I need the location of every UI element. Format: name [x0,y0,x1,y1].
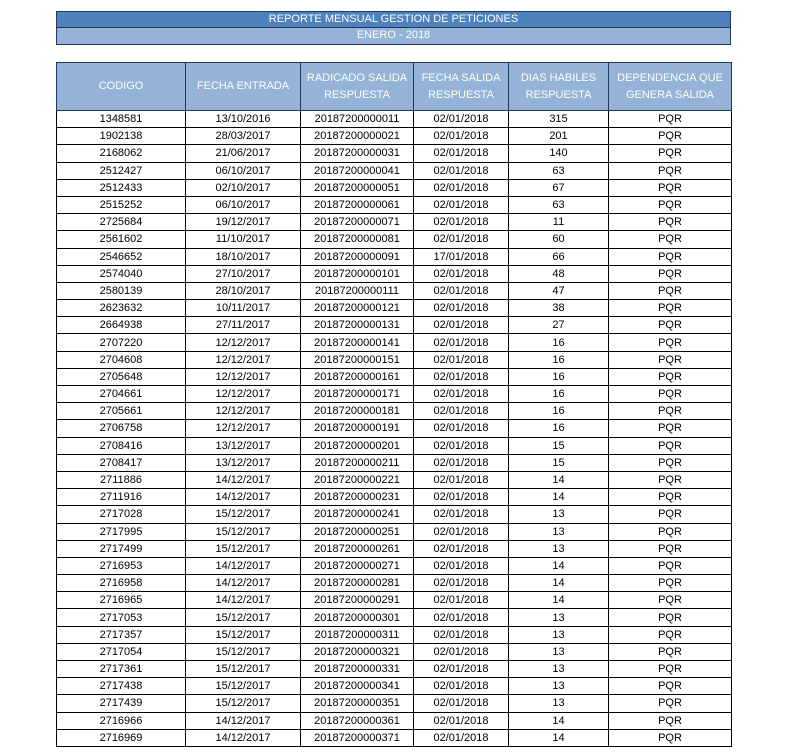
cell-radicado-salida: 20187200000201 [301,437,414,454]
cell-dependencia: PQR [609,145,732,162]
cell-codigo: 2515252 [57,196,186,213]
cell-radicado-salida: 20187200000361 [301,712,414,729]
table-row [57,128,732,145]
cell-radicado-salida: 20187200000261 [301,540,414,557]
table-row [57,368,732,385]
cell-codigo: 2706758 [57,420,186,437]
cell-radicado-salida: 20187200000341 [301,678,414,695]
peticiones-table [56,62,732,747]
table-row [57,729,732,746]
cell-codigo: 2512433 [57,179,186,196]
table-row [57,265,732,282]
cell-fecha-entrada: 12/12/2017 [186,351,301,368]
cell-fecha-entrada: 15/12/2017 [186,609,301,626]
cell-dias-habiles: 16 [509,368,609,385]
header-fecha-salida-line2: RESPUESTA [428,88,494,101]
cell-dias-habiles: 63 [509,196,609,213]
cell-radicado-salida: 20187200000281 [301,575,414,592]
cell-codigo: 2717053 [57,609,186,626]
cell-radicado-salida: 20187200000081 [301,231,414,248]
cell-dependencia: PQR [609,231,732,248]
cell-codigo: 2574040 [57,265,186,282]
cell-radicado-salida: 20187200000171 [301,386,414,403]
table-row [57,540,732,557]
cell-codigo: 2716958 [57,575,186,592]
cell-codigo: 2623632 [57,300,186,317]
cell-radicado-salida: 20187200000031 [301,145,414,162]
cell-codigo: 1348581 [57,111,186,128]
cell-dependencia: PQR [609,196,732,213]
cell-radicado-salida: 20187200000331 [301,661,414,678]
cell-fecha-salida: 02/01/2018 [414,626,509,643]
cell-radicado-salida: 20187200000011 [301,111,414,128]
cell-dias-habiles: 16 [509,386,609,403]
cell-radicado-salida: 20187200000051 [301,179,414,196]
cell-codigo: 2716965 [57,592,186,609]
cell-fecha-entrada: 27/10/2017 [186,265,301,282]
cell-dependencia: PQR [609,712,732,729]
cell-radicado-salida: 20187200000191 [301,420,414,437]
cell-dias-habiles: 14 [509,712,609,729]
cell-dias-habiles: 27 [509,317,609,334]
cell-dias-habiles: 13 [509,695,609,712]
cell-codigo: 2512427 [57,162,186,179]
cell-fecha-salida: 02/01/2018 [414,196,509,213]
cell-dias-habiles: 16 [509,420,609,437]
table-row [57,334,732,351]
cell-dias-habiles: 13 [509,678,609,695]
cell-codigo: 2708416 [57,437,186,454]
cell-fecha-entrada: 06/10/2017 [186,162,301,179]
cell-fecha-salida: 02/01/2018 [414,145,509,162]
cell-fecha-entrada: 11/10/2017 [186,231,301,248]
cell-radicado-salida: 20187200000071 [301,214,414,231]
cell-dias-habiles: 14 [509,575,609,592]
table-row [57,678,732,695]
cell-dependencia: PQR [609,609,732,626]
cell-fecha-entrada: 14/12/2017 [186,557,301,574]
table-row [57,111,732,128]
table-row [57,489,732,506]
cell-fecha-entrada: 14/12/2017 [186,575,301,592]
header-fecha-entrada-line1: FECHA ENTRADA [196,80,290,92]
cell-radicado-salida: 20187200000301 [301,609,414,626]
cell-fecha-salida: 02/01/2018 [414,368,509,385]
table-row [57,214,732,231]
cell-fecha-entrada: 28/03/2017 [186,128,301,145]
cell-radicado-salida: 20187200000251 [301,523,414,540]
cell-dias-habiles: 11 [509,214,609,231]
cell-dias-habiles: 13 [509,661,609,678]
table-row [57,420,732,437]
header-dependencia-line2: GENERA SALIDA [625,88,715,101]
cell-dias-habiles: 15 [509,437,609,454]
cell-radicado-salida: 20187200000111 [301,282,414,299]
table-row [57,145,732,162]
cell-dias-habiles: 47 [509,282,609,299]
cell-dias-habiles: 13 [509,626,609,643]
cell-fecha-entrada: 28/10/2017 [186,282,301,299]
header-dependencia-line1: DEPENDENCIA QUE [617,71,723,84]
cell-codigo: 2580139 [57,282,186,299]
cell-codigo: 2716966 [57,712,186,729]
cell-fecha-salida: 02/01/2018 [414,643,509,660]
cell-dias-habiles: 66 [509,248,609,265]
cell-codigo: 2707220 [57,334,186,351]
cell-fecha-salida: 02/01/2018 [414,334,509,351]
cell-radicado-salida: 20187200000321 [301,643,414,660]
cell-fecha-salida: 02/01/2018 [414,489,509,506]
cell-fecha-salida: 02/01/2018 [414,695,509,712]
cell-fecha-salida: 02/01/2018 [414,317,509,334]
cell-dependencia: PQR [609,403,732,420]
cell-fecha-salida: 02/01/2018 [414,386,509,403]
table-row [57,403,732,420]
cell-fecha-entrada: 19/12/2017 [186,214,301,231]
cell-fecha-salida: 02/01/2018 [414,265,509,282]
cell-codigo: 2711916 [57,489,186,506]
cell-fecha-salida: 02/01/2018 [414,712,509,729]
table-row [57,282,732,299]
cell-fecha-salida: 02/01/2018 [414,162,509,179]
cell-fecha-salida: 02/01/2018 [414,575,509,592]
table-body [57,111,732,747]
table-row [57,695,732,712]
cell-codigo: 2705648 [57,368,186,385]
cell-fecha-salida: 02/01/2018 [414,661,509,678]
cell-codigo: 2725684 [57,214,186,231]
table-row [57,162,732,179]
header-radicado-line2: RESPUESTA [324,88,390,101]
table-row [57,248,732,265]
cell-dependencia: PQR [609,368,732,385]
header-radicado-line1: RADICADO SALIDA [306,71,408,84]
cell-codigo: 2717357 [57,626,186,643]
cell-fecha-entrada: 12/12/2017 [186,420,301,437]
cell-fecha-salida: 02/01/2018 [414,403,509,420]
table-row [57,179,732,196]
cell-radicado-salida: 20187200000161 [301,368,414,385]
cell-radicado-salida: 20187200000221 [301,471,414,488]
report-title: REPORTE MENSUAL GESTION DE PETICIONES [56,11,731,28]
table-row [57,643,732,660]
table-row [57,196,732,213]
cell-dias-habiles: 15 [509,454,609,471]
cell-radicado-salida: 20187200000241 [301,506,414,523]
header-dias-line2: RESPUESTA [525,88,592,101]
cell-dias-habiles: 60 [509,231,609,248]
cell-fecha-entrada: 13/12/2017 [186,437,301,454]
cell-fecha-entrada: 14/12/2017 [186,471,301,488]
cell-fecha-salida: 02/01/2018 [414,557,509,574]
cell-radicado-salida: 20187200000231 [301,489,414,506]
cell-dependencia: PQR [609,128,732,145]
cell-dependencia: PQR [609,695,732,712]
table-row [57,523,732,540]
cell-fecha-salida: 02/01/2018 [414,454,509,471]
cell-fecha-entrada: 15/12/2017 [186,506,301,523]
cell-radicado-salida: 20187200000351 [301,695,414,712]
cell-fecha-salida: 02/01/2018 [414,214,509,231]
cell-fecha-entrada: 15/12/2017 [186,540,301,557]
table-row [57,317,732,334]
cell-radicado-salida: 20187200000061 [301,196,414,213]
cell-dependencia: PQR [609,179,732,196]
cell-codigo: 2561602 [57,231,186,248]
cell-dias-habiles: 13 [509,643,609,660]
table-row [57,437,732,454]
table-row [57,300,732,317]
table-row [57,712,732,729]
cell-dependencia: PQR [609,540,732,557]
cell-dias-habiles: 14 [509,557,609,574]
cell-radicado-salida: 20187200000041 [301,162,414,179]
cell-dependencia: PQR [609,248,732,265]
cell-fecha-salida: 02/01/2018 [414,506,509,523]
cell-dependencia: PQR [609,592,732,609]
cell-dependencia: PQR [609,523,732,540]
cell-fecha-entrada: 14/12/2017 [186,592,301,609]
cell-fecha-salida: 02/01/2018 [414,729,509,746]
cell-dependencia: PQR [609,506,732,523]
cell-radicado-salida: 20187200000101 [301,265,414,282]
cell-fecha-salida: 02/01/2018 [414,420,509,437]
cell-codigo: 2717995 [57,523,186,540]
cell-radicado-salida: 20187200000021 [301,128,414,145]
header-dependencia [609,63,732,111]
cell-dias-habiles: 14 [509,729,609,746]
cell-fecha-salida: 02/01/2018 [414,592,509,609]
cell-fecha-entrada: 15/12/2017 [186,661,301,678]
cell-radicado-salida: 20187200000181 [301,403,414,420]
cell-fecha-entrada: 15/12/2017 [186,523,301,540]
table-row [57,231,732,248]
cell-codigo: 2717054 [57,643,186,660]
cell-fecha-salida: 02/01/2018 [414,609,509,626]
cell-dependencia: PQR [609,661,732,678]
cell-fecha-entrada: 15/12/2017 [186,695,301,712]
cell-codigo: 2717361 [57,661,186,678]
table-row [57,454,732,471]
cell-fecha-entrada: 27/11/2017 [186,317,301,334]
cell-radicado-salida: 20187200000131 [301,317,414,334]
cell-radicado-salida: 20187200000121 [301,300,414,317]
cell-fecha-salida: 02/01/2018 [414,231,509,248]
cell-codigo: 2705661 [57,403,186,420]
header-fecha-entrada [186,63,301,111]
cell-radicado-salida: 20187200000311 [301,626,414,643]
cell-dependencia: PQR [609,334,732,351]
cell-fecha-salida: 02/01/2018 [414,471,509,488]
cell-fecha-entrada: 13/10/2016 [186,111,301,128]
cell-fecha-entrada: 12/12/2017 [186,368,301,385]
cell-fecha-salida: 02/01/2018 [414,523,509,540]
cell-fecha-entrada: 10/11/2017 [186,300,301,317]
cell-codigo: 1902138 [57,128,186,145]
cell-codigo: 2546652 [57,248,186,265]
cell-dependencia: PQR [609,162,732,179]
cell-fecha-salida: 02/01/2018 [414,282,509,299]
table-row [57,506,732,523]
cell-dias-habiles: 16 [509,403,609,420]
cell-fecha-entrada: 12/12/2017 [186,403,301,420]
cell-fecha-entrada: 02/10/2017 [186,179,301,196]
cell-fecha-salida: 02/01/2018 [414,179,509,196]
cell-dependencia: PQR [609,282,732,299]
cell-fecha-salida: 02/01/2018 [414,128,509,145]
cell-codigo: 2717028 [57,506,186,523]
cell-codigo: 2717438 [57,678,186,695]
header-fecha-salida-line1: FECHA SALIDA [421,71,501,84]
table-row [57,557,732,574]
cell-dependencia: PQR [609,214,732,231]
cell-dias-habiles: 63 [509,162,609,179]
cell-dias-habiles: 16 [509,351,609,368]
cell-radicado-salida: 20187200000091 [301,248,414,265]
cell-fecha-entrada: 12/12/2017 [186,334,301,351]
cell-codigo: 2716953 [57,557,186,574]
cell-radicado-salida: 20187200000291 [301,592,414,609]
cell-codigo: 2704661 [57,386,186,403]
cell-dias-habiles: 13 [509,523,609,540]
cell-dias-habiles: 13 [509,609,609,626]
cell-dependencia: PQR [609,300,732,317]
cell-dependencia: PQR [609,678,732,695]
cell-fecha-entrada: 14/12/2017 [186,712,301,729]
table-row [57,471,732,488]
cell-fecha-entrada: 15/12/2017 [186,678,301,695]
cell-dependencia: PQR [609,420,732,437]
cell-dependencia: PQR [609,575,732,592]
cell-radicado-salida: 20187200000271 [301,557,414,574]
cell-fecha-entrada: 14/12/2017 [186,489,301,506]
cell-radicado-salida: 20187200000211 [301,454,414,471]
cell-dependencia: PQR [609,265,732,282]
cell-dependencia: PQR [609,111,732,128]
cell-codigo: 2711886 [57,471,186,488]
cell-fecha-salida: 02/01/2018 [414,437,509,454]
table-row [57,592,732,609]
cell-dependencia: PQR [609,454,732,471]
cell-dependencia: PQR [609,557,732,574]
cell-radicado-salida: 20187200000371 [301,729,414,746]
header-dias-line1: DIAS HABILES [520,71,597,84]
cell-codigo: 2716969 [57,729,186,746]
cell-dias-habiles: 13 [509,540,609,557]
table-row [57,351,732,368]
cell-dependencia: PQR [609,471,732,488]
cell-fecha-entrada: 14/12/2017 [186,729,301,746]
cell-fecha-entrada: 15/12/2017 [186,626,301,643]
cell-dias-habiles: 16 [509,334,609,351]
cell-fecha-salida: 02/01/2018 [414,300,509,317]
cell-codigo: 2664938 [57,317,186,334]
cell-dependencia: PQR [609,729,732,746]
table-row [57,609,732,626]
cell-radicado-salida: 20187200000141 [301,334,414,351]
cell-dias-habiles: 38 [509,300,609,317]
cell-fecha-entrada: 18/10/2017 [186,248,301,265]
cell-codigo: 2704608 [57,351,186,368]
cell-dias-habiles: 13 [509,506,609,523]
header-codigo-line1: CODIGO [98,80,144,92]
cell-fecha-entrada: 13/12/2017 [186,454,301,471]
cell-dependencia: PQR [609,489,732,506]
header-radicado-salida [301,63,414,111]
header-dias-habiles [509,63,609,111]
cell-fecha-salida: 02/01/2018 [414,540,509,557]
cell-codigo: 2708417 [57,454,186,471]
cell-dias-habiles: 14 [509,592,609,609]
cell-dias-habiles: 48 [509,265,609,282]
cell-codigo: 2168062 [57,145,186,162]
cell-fecha-entrada: 15/12/2017 [186,643,301,660]
table-row [57,661,732,678]
cell-dependencia: PQR [609,643,732,660]
table-row [57,575,732,592]
cell-dias-habiles: 140 [509,145,609,162]
table-row [57,626,732,643]
cell-dias-habiles: 14 [509,489,609,506]
cell-radicado-salida: 20187200000151 [301,351,414,368]
cell-fecha-salida: 02/01/2018 [414,111,509,128]
cell-fecha-entrada: 06/10/2017 [186,196,301,213]
cell-dias-habiles: 67 [509,179,609,196]
cell-dependencia: PQR [609,351,732,368]
cell-dependencia: PQR [609,626,732,643]
cell-fecha-salida: 17/01/2018 [414,248,509,265]
cell-codigo: 2717439 [57,695,186,712]
cell-dias-habiles: 315 [509,111,609,128]
cell-codigo: 2717499 [57,540,186,557]
cell-dias-habiles: 14 [509,471,609,488]
cell-dependencia: PQR [609,437,732,454]
cell-fecha-salida: 02/01/2018 [414,678,509,695]
cell-fecha-entrada: 12/12/2017 [186,386,301,403]
header-fecha-salida [414,63,509,111]
cell-dias-habiles: 201 [509,128,609,145]
report-period: ENERO - 2018 [56,28,731,45]
cell-fecha-entrada: 21/06/2017 [186,145,301,162]
table-row [57,386,732,403]
cell-fecha-salida: 02/01/2018 [414,351,509,368]
header-codigo [57,63,186,111]
cell-dependencia: PQR [609,386,732,403]
table-header-row [57,63,732,111]
cell-dependencia: PQR [609,317,732,334]
